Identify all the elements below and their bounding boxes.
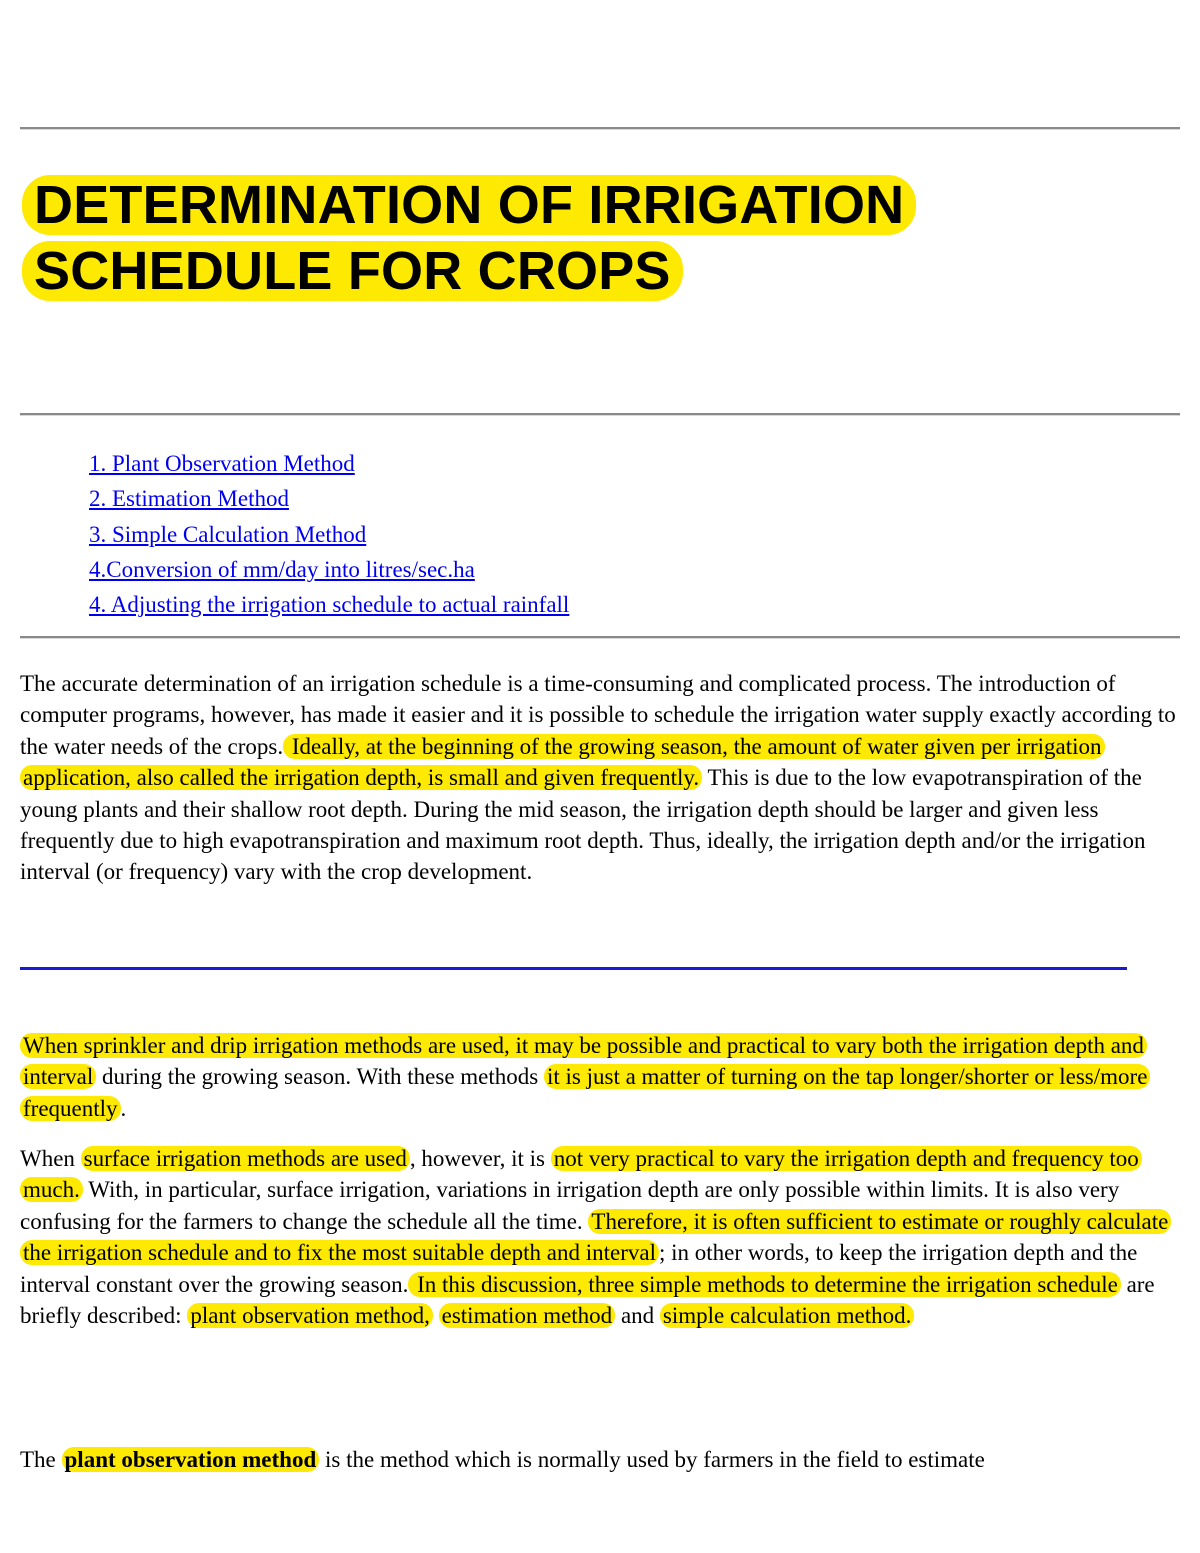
section-divider <box>20 967 1127 970</box>
text-span: is the method which is normally used by farmers in the field to estimate <box>319 1447 985 1472</box>
highlighted-text: estimation method <box>439 1303 616 1328</box>
highlighted-text: surface irrigation methods are used <box>81 1146 410 1171</box>
toc-link-conversion[interactable]: 4.Conversion of mm/day into litres/sec.ha <box>89 556 475 582</box>
text-span: and <box>615 1303 660 1329</box>
sprinkler-drip-paragraph <box>20 1030 1182 1124</box>
toc-link-estimation[interactable]: 2. Estimation Method <box>89 486 289 512</box>
text-span: This is due to the low evapotranspiration of the young plants and their shallow root depth. During the mid season, the irrigation depth should be larger and given less frequently due to high evapotranspiration and maximum root depth. Thus, ideally, the irrigation depth and/or the irrigation interval (or frequency) vary with the crop development. <box>20 765 1146 885</box>
highlighted-text: When sprinkler and drip irrigation methods are used, it may be possible and practical to vary both the irrigation depth and interval <box>20 1033 1147 1089</box>
intro-paragraph <box>20 668 1182 888</box>
highlighted-text: plant observation method, <box>187 1303 433 1328</box>
toc-link-plant-observation[interactable]: 1. Plant Observation Method <box>89 451 355 476</box>
toc-top-divider <box>20 413 1180 416</box>
plant-observation-paragraph <box>20 1444 1182 1475</box>
text-span: When <box>20 1146 81 1171</box>
title-line-2: SCHEDULE FOR CROPS <box>22 241 683 301</box>
text-span: during the growing season. With these methods <box>96 1064 544 1090</box>
text-span: ; in other words, to keep the irrigation depth and the interval constant over the growing season. <box>20 1240 1138 1297</box>
table-of-contents <box>89 446 569 622</box>
toc-item <box>89 517 569 552</box>
toc-item <box>89 587 569 622</box>
title-line-1: DETERMINATION OF IRRIGATION <box>22 175 916 235</box>
surface-irrigation-paragraph <box>20 1143 1182 1331</box>
toc-item <box>89 446 569 481</box>
toc-link-adjusting-rainfall[interactable]: 4. Adjusting the irrigation schedule to actual rainfall <box>89 592 570 618</box>
highlighted-text: simple calculation method. <box>660 1303 914 1328</box>
toc-bottom-divider <box>20 636 1180 639</box>
text-span <box>433 1303 439 1328</box>
text-span: With, in particular, surface irrigation, variations in irrigation depth are only possible within limits. It is also very confusing for the farmers to change the schedule all the time. <box>20 1177 1120 1234</box>
highlighted-text: In this discussion, three simple methods to determine the irrigation schedule <box>408 1272 1120 1297</box>
highlighted-text: not very practical to vary the irrigation depth and frequency too much. <box>20 1146 1142 1202</box>
top-divider <box>20 127 1180 130</box>
text-span: . <box>120 1095 127 1121</box>
text-span: The <box>20 1447 62 1472</box>
highlighted-text: Therefore, it is often sufficient to estimate or roughly calculate the irrigation schedule and to fix the most suitable depth and interval <box>20 1209 1171 1265</box>
text-span: , however, it is <box>409 1146 551 1171</box>
highlighted-text: Ideally, at the beginning of the growing season, the amount of water given per irrigation application, also called the irrigation depth, is small and given frequently. <box>20 734 1105 790</box>
text-span: The accurate determination of an irrigation schedule is a time-consuming and complicated process. The introduction of computer programs, however, has made it easier and it is possible to schedule the irrigation water supply exactly according to the water needs of the crops. <box>20 671 1176 759</box>
toc-item <box>89 481 569 516</box>
page-title <box>22 172 916 304</box>
highlighted-bold-term: plant observation method <box>62 1447 320 1472</box>
highlighted-text: it is just a matter of turning on the tap longer/shorter or less/more frequently <box>20 1064 1150 1120</box>
toc-item <box>89 552 569 587</box>
toc-link-simple-calculation[interactable]: 3. Simple Calculation Method <box>89 521 367 547</box>
text-span: are briefly described: <box>20 1271 1155 1329</box>
